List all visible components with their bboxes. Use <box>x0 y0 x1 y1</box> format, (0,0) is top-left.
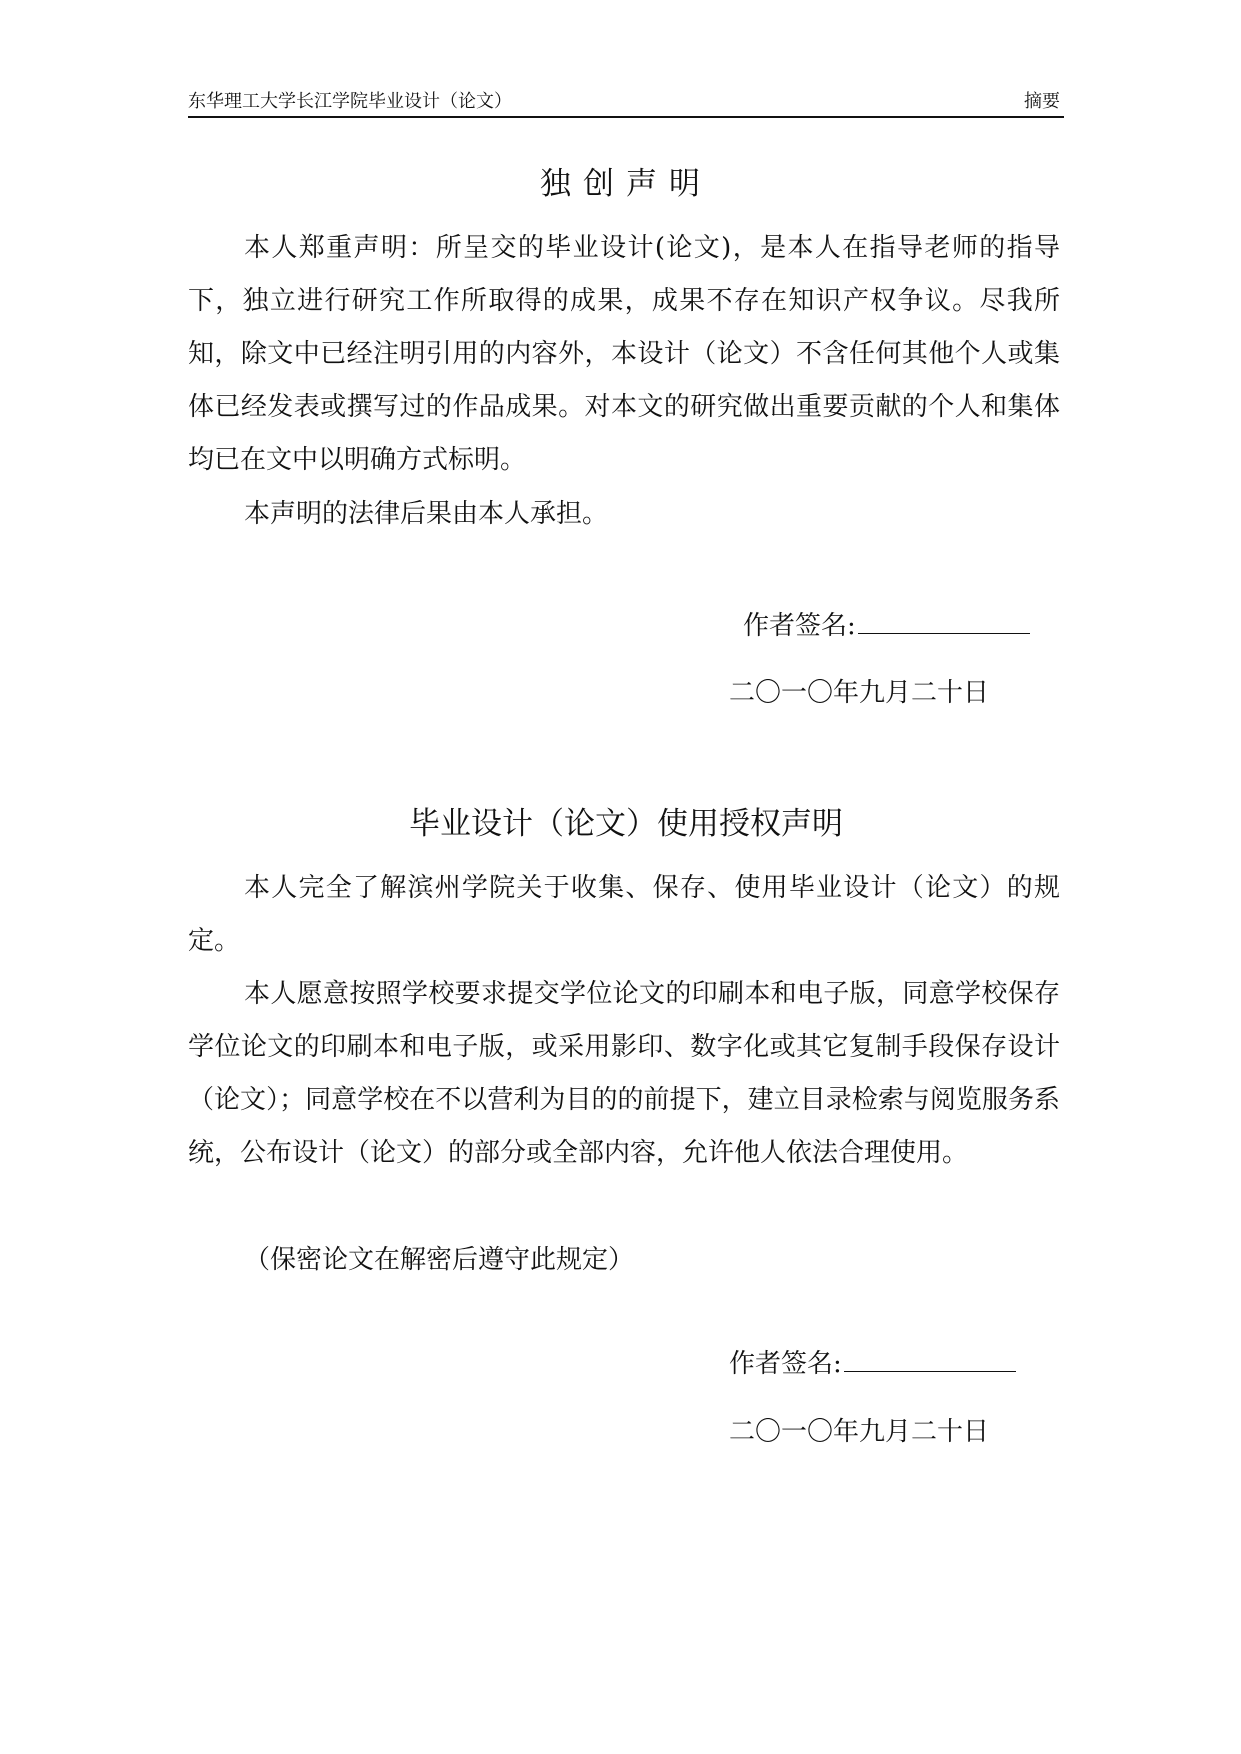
originality-paragraph-2: 本声明的法律后果由本人承担。 <box>244 499 609 529</box>
authorization-signature <box>729 1344 1016 1384</box>
originality-date: 二〇一〇年九月二十日 <box>729 678 990 708</box>
header-section-label: 摘要 <box>1024 91 1060 112</box>
signature-label: 作者签名: <box>729 1349 842 1379</box>
originality-paragraph-1: 本人郑重声明：所呈交的毕业设计(论文)，是本人在指导老师的指导下，独立进行研究工作所取得的成果，成果不存在知识产权争议。尽我所知，除文中已经注明引用的内容外，本设计（论文）不含任何其他个人或集体已经发表或撰写过的作品成果。对本文的研究做出重要贡献的个人和集体均已在文中以明确方式标明。 <box>188 233 1060 475</box>
authorization-paragraph-1: 本人完全了解滨州学院关于收集、保存、使用毕业设计（论文）的规定。 <box>188 873 1060 956</box>
signature-label: 作者签名: <box>743 611 856 641</box>
authorization-paragraph-2: 本人愿意按照学校要求提交学位论文的印刷本和电子版，同意学校保存学位论文的印刷本和电子版，或采用影印、数字化或其它复制手段保存设计（论文）；同意学校在不以营利为目的的前提下，建立目录检索与阅览服务系统，公布设计（论文）的部分或全部内容，允许他人依法合理使用。 <box>188 979 1060 1168</box>
header-school-title: 东华理工大学长江学院毕业设计（论文） <box>188 91 512 112</box>
originality-title: 独创声明 <box>540 166 712 202</box>
signature-line <box>858 607 1030 634</box>
authorization-date: 二〇一〇年九月二十日 <box>729 1417 990 1447</box>
authorization-title: 毕业设计（论文）使用授权声明 <box>409 806 843 842</box>
originality-signature <box>743 606 1030 646</box>
page-header <box>188 84 1064 118</box>
signature-line <box>844 1345 1016 1372</box>
authorization-paragraph-3: （保密论文在解密后遵守此规定） <box>244 1245 635 1275</box>
